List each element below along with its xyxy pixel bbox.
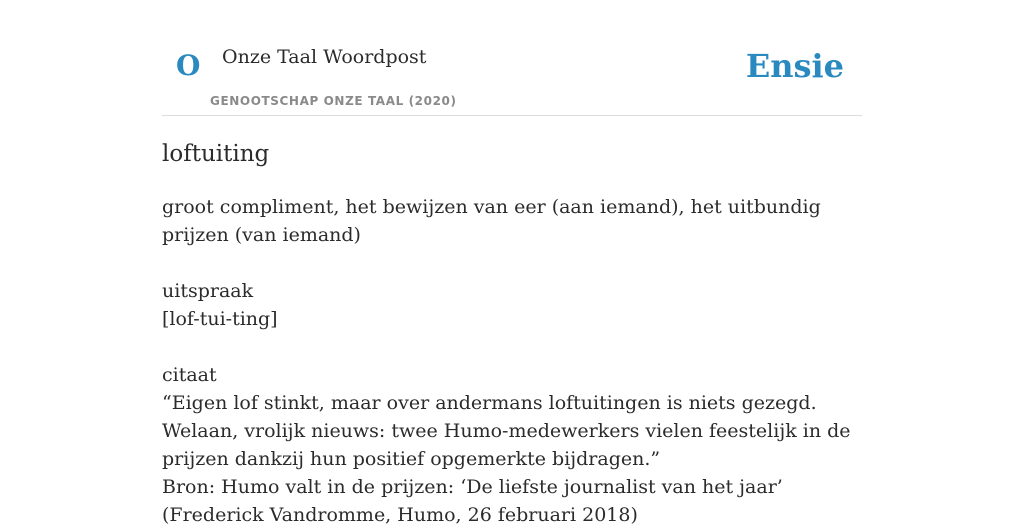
spacer bbox=[162, 333, 862, 361]
ensie-logo[interactable]: Ensie bbox=[745, 47, 844, 85]
pronunciation-label: uitspraak bbox=[162, 279, 254, 302]
quote-text: “Eigen lof stinkt, maar over andermans loftuitingen is niets gezegd. Welaan, vrolijk nieuws: twee Humo-medewerkers vielen feestelijk in de prijzen dankzij hun positief opgemerkte bijdragen.” bbox=[162, 391, 851, 470]
quote-label: citaat bbox=[162, 363, 217, 386]
entry-header bbox=[162, 0, 862, 116]
source-logo-letter: O bbox=[176, 49, 201, 82]
entry-body bbox=[162, 193, 862, 529]
definition-text: groot compliment, het bewijzen van eer (aan iemand), het uitbundig prijzen (van iemand) bbox=[162, 195, 821, 246]
entry-card bbox=[162, 0, 862, 529]
pronunciation-value: [lof-tui-ting] bbox=[162, 307, 278, 330]
entry-term: loftuiting bbox=[162, 141, 270, 167]
source-title[interactable]: Onze Taal Woordpost bbox=[222, 46, 427, 68]
spacer bbox=[162, 249, 862, 277]
source-publisher: GENOOTSCHAP ONZE TAAL (2020) bbox=[210, 94, 457, 108]
quote-source: Bron: Humo valt in de prijzen: ‘De liefste journalist van het jaar’ (Frederick Vandromme, Humo, 26 februari 2018) bbox=[162, 475, 783, 526]
